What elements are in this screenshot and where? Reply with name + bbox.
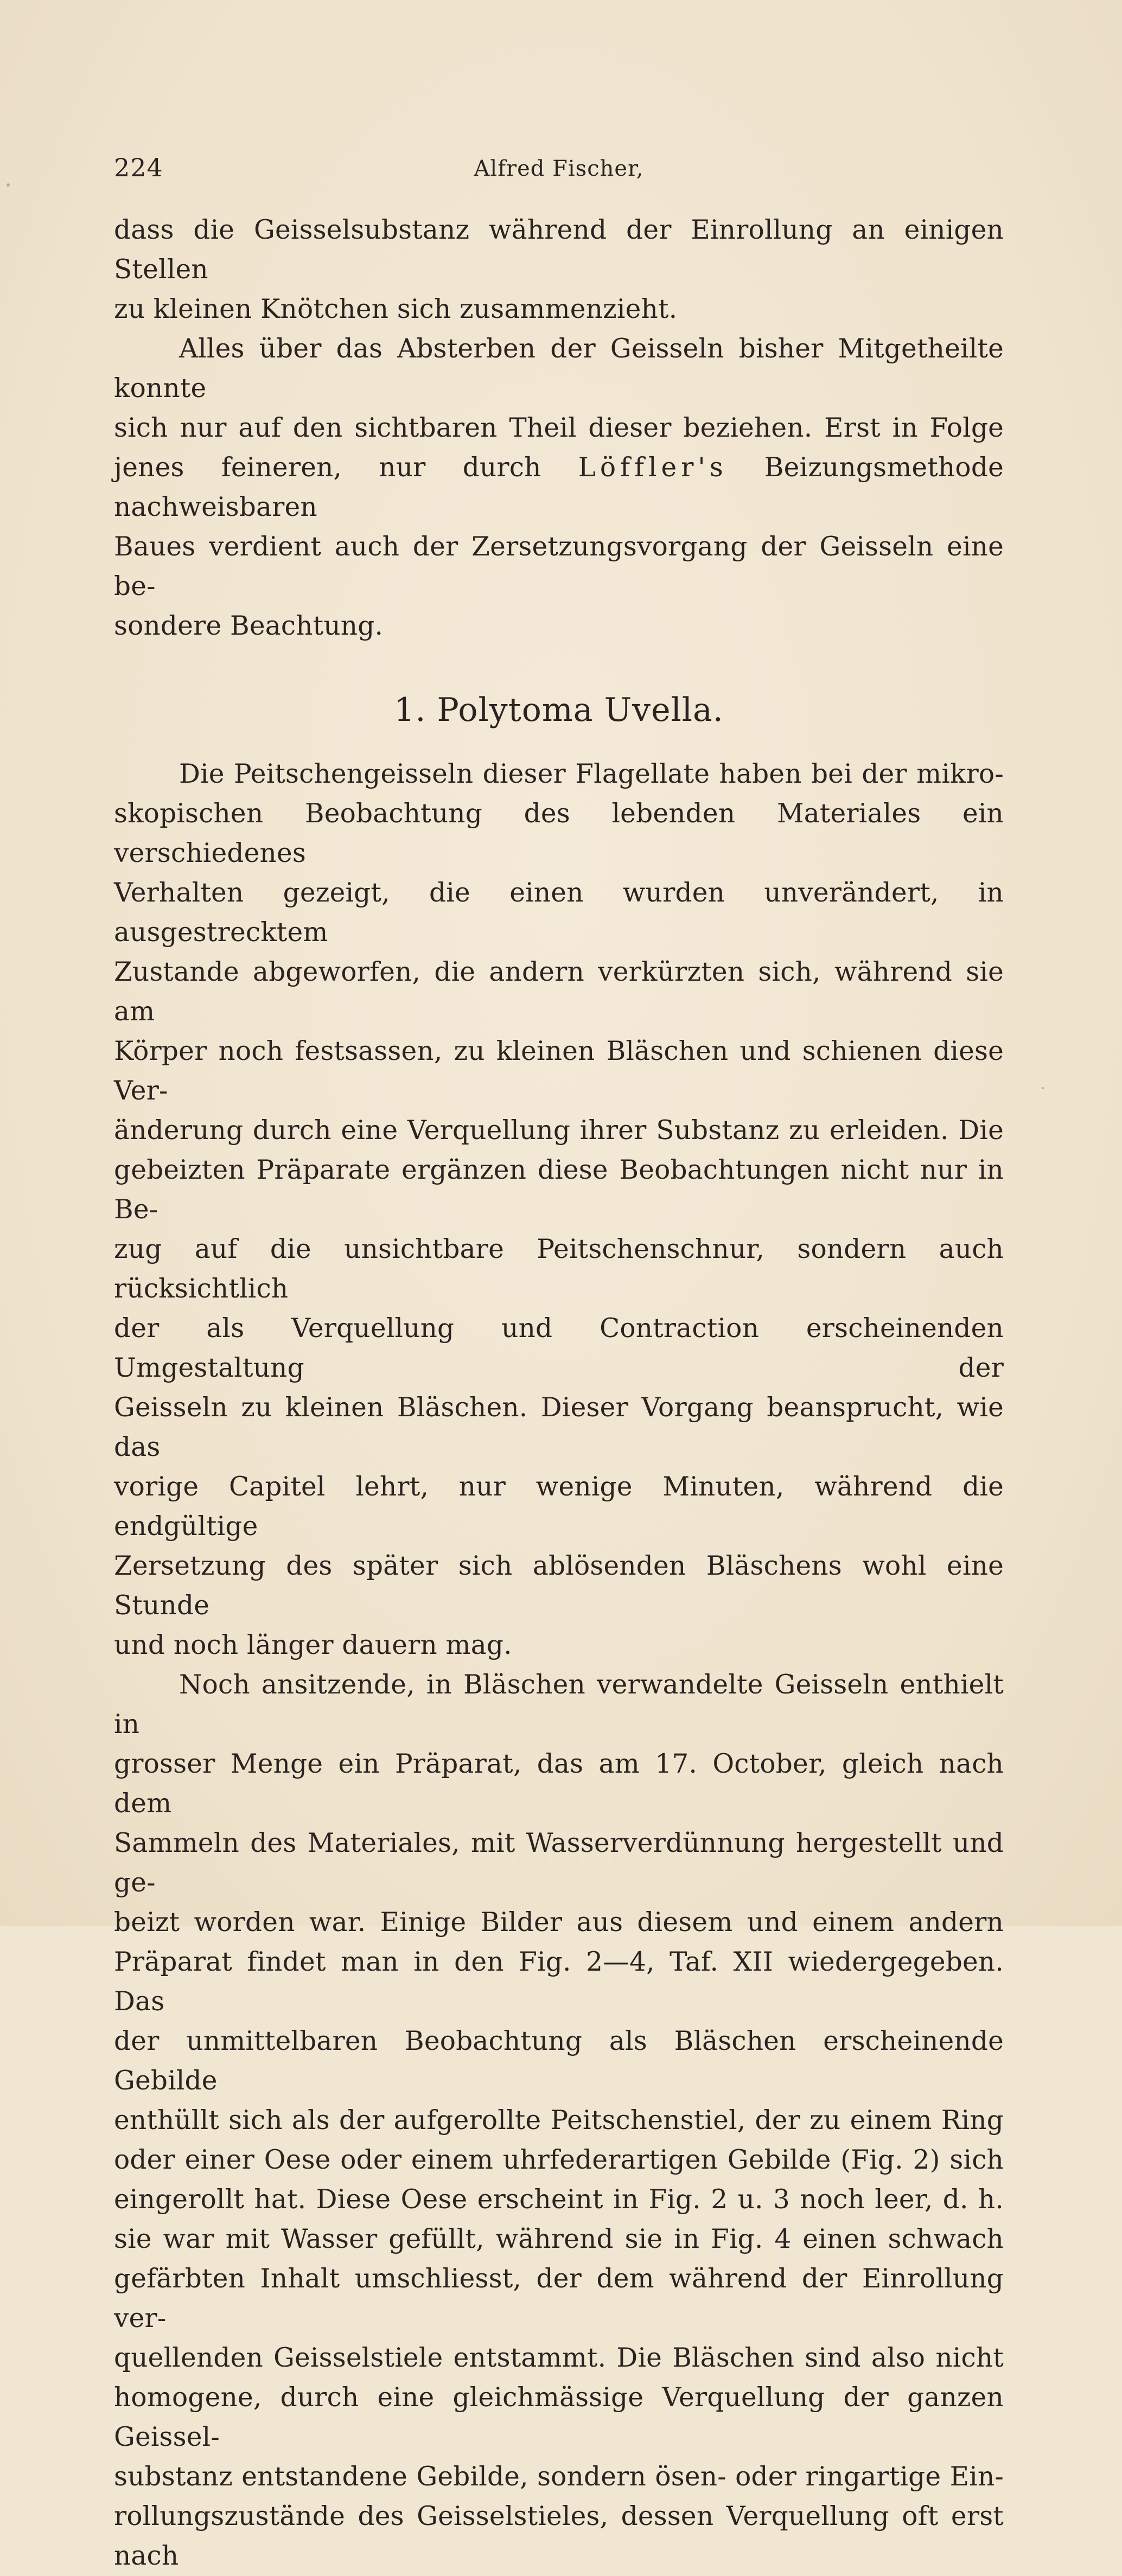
text-line: sich nur auf den sichtbaren Theil dieser beziehen. Erst in Folge xyxy=(114,413,1004,443)
paper-speck xyxy=(7,183,10,187)
text-line: Verhalten gezeigt, die einen wurden unverändert, in ausgestrecktem xyxy=(114,878,1004,948)
page-number: 224 xyxy=(114,153,163,182)
text-line: skopischen Beobachtung des lebenden Materiales ein verschiedenes xyxy=(114,798,1004,868)
text-line: Körper noch festsassen, zu kleinen Bläschen und schienen diese Ver- xyxy=(114,1036,1004,1106)
text-line: gefärbten Inhalt umschliesst, der dem während der Einrollung ver- xyxy=(114,2264,1004,2334)
running-head: Alfred Fischer, xyxy=(474,156,644,181)
text-line: vorige Capitel lehrt, nur wenige Minuten, während die endgültige xyxy=(114,1472,1004,1542)
text-segment: Beizungsmethode nachweisbaren xyxy=(114,452,1004,522)
text-line: beizt worden war. Einige Bilder aus diesem und einem andern xyxy=(114,1907,1004,1938)
paper-speck xyxy=(1042,1087,1044,1089)
text-line: dass die Geisselsubstanz während der Einrollung an einigen Stellen xyxy=(114,215,1004,285)
text-line: Alles über das Absterben der Geisseln bisher Mitgetheilte konnte xyxy=(114,334,1004,404)
text-line: oder einer Oese oder einem uhrfederartigen Gebilde (Fig. 2) sich xyxy=(114,2145,1004,2175)
text-line: sie war mit Wasser gefüllt, während sie in Fig. 4 einen schwach xyxy=(114,2224,1004,2254)
author-name-spaced: Löffler's xyxy=(578,452,728,483)
text-line: änderung durch eine Verquellung ihrer Substanz zu erleiden. Die xyxy=(114,1115,1004,1146)
text-line: Sammeln des Materiales, mit Wasserverdünnung hergestellt und ge- xyxy=(114,1828,1004,1898)
text-line: rollungszustände des Geisselstieles, dessen Verquellung oft erst nach xyxy=(114,2501,1004,2571)
paragraph xyxy=(114,329,1004,646)
text-line: der als Verquellung und Contraction erscheinenden Umgestaltung der xyxy=(114,1313,1004,1383)
text-line: Zustande abgeworfen, die andern verkürzten sich, während sie am xyxy=(114,957,1004,1027)
page-header xyxy=(114,153,1004,186)
text-line: Präparat findet man in den Fig. 2—4, Taf. XII wiedergegeben. Das xyxy=(114,1947,1004,2017)
text-line: und noch länger dauern mag. xyxy=(114,1630,512,1660)
text-line: grosser Menge ein Präparat, das am 17. October, gleich nach dem xyxy=(114,1749,1004,1819)
text-line: Zersetzung des später sich ablösenden Bläschens wohl eine Stunde xyxy=(114,1551,1004,1621)
paragraph xyxy=(114,1665,1004,2576)
text-line: Die Peitschengeisseln dieser Flagellate haben bei der mikro- xyxy=(179,759,1004,789)
text-line: Geisseln zu kleinen Bläschen. Dieser Vorgang beansprucht, wie das xyxy=(114,1392,1004,1462)
section-title: 1. Polytoma Uvella. xyxy=(394,691,724,729)
text-line: Baues verdient auch der Zersetzungsvorgang der Geisseln eine be- xyxy=(114,532,1004,602)
text-line: zu kleinen Knötchen sich zusammenzieht. xyxy=(114,294,678,324)
text-line: der unmittelbaren Beobachtung als Bläschen erscheinende Gebilde xyxy=(114,2026,1004,2096)
body-text xyxy=(114,210,1004,2576)
text-line: gebeizten Präparate ergänzen diese Beobachtungen nicht nur in Be- xyxy=(114,1155,1004,1225)
text-line: quellenden Geisselstiele entstammt. Die Bläschen sind also nicht xyxy=(114,2343,1004,2373)
section-paragraphs xyxy=(114,755,1004,2576)
text-line: zug auf die unsichtbare Peitschenschnur, sondern auch rücksichtlich xyxy=(114,1234,1004,1304)
text-segment: jenes feineren, nur durch xyxy=(114,452,578,483)
intro-paragraphs xyxy=(114,210,1004,646)
paragraph xyxy=(114,210,1004,329)
paragraph xyxy=(114,755,1004,1665)
text-line: substanz entstandene Gebilde, sondern ösen- oder ringartige Ein- xyxy=(114,2462,1004,2492)
text-line xyxy=(114,448,1004,527)
text-line: eingerollt hat. Diese Oese erscheint in Fig. 2 u. 3 noch leer, d. h. xyxy=(114,2184,1004,2215)
text-line: enthüllt sich als der aufgerollte Peitschenstiel, der zu einem Ring xyxy=(114,2105,1004,2136)
text-line: Noch ansitzende, in Bläschen verwandelte Geisseln enthielt in xyxy=(114,1670,1004,1740)
text-line: homogene, durch eine gleichmässige Verquellung der ganzen Geissel- xyxy=(114,2382,1004,2452)
text-line: sondere Beachtung. xyxy=(114,611,384,641)
